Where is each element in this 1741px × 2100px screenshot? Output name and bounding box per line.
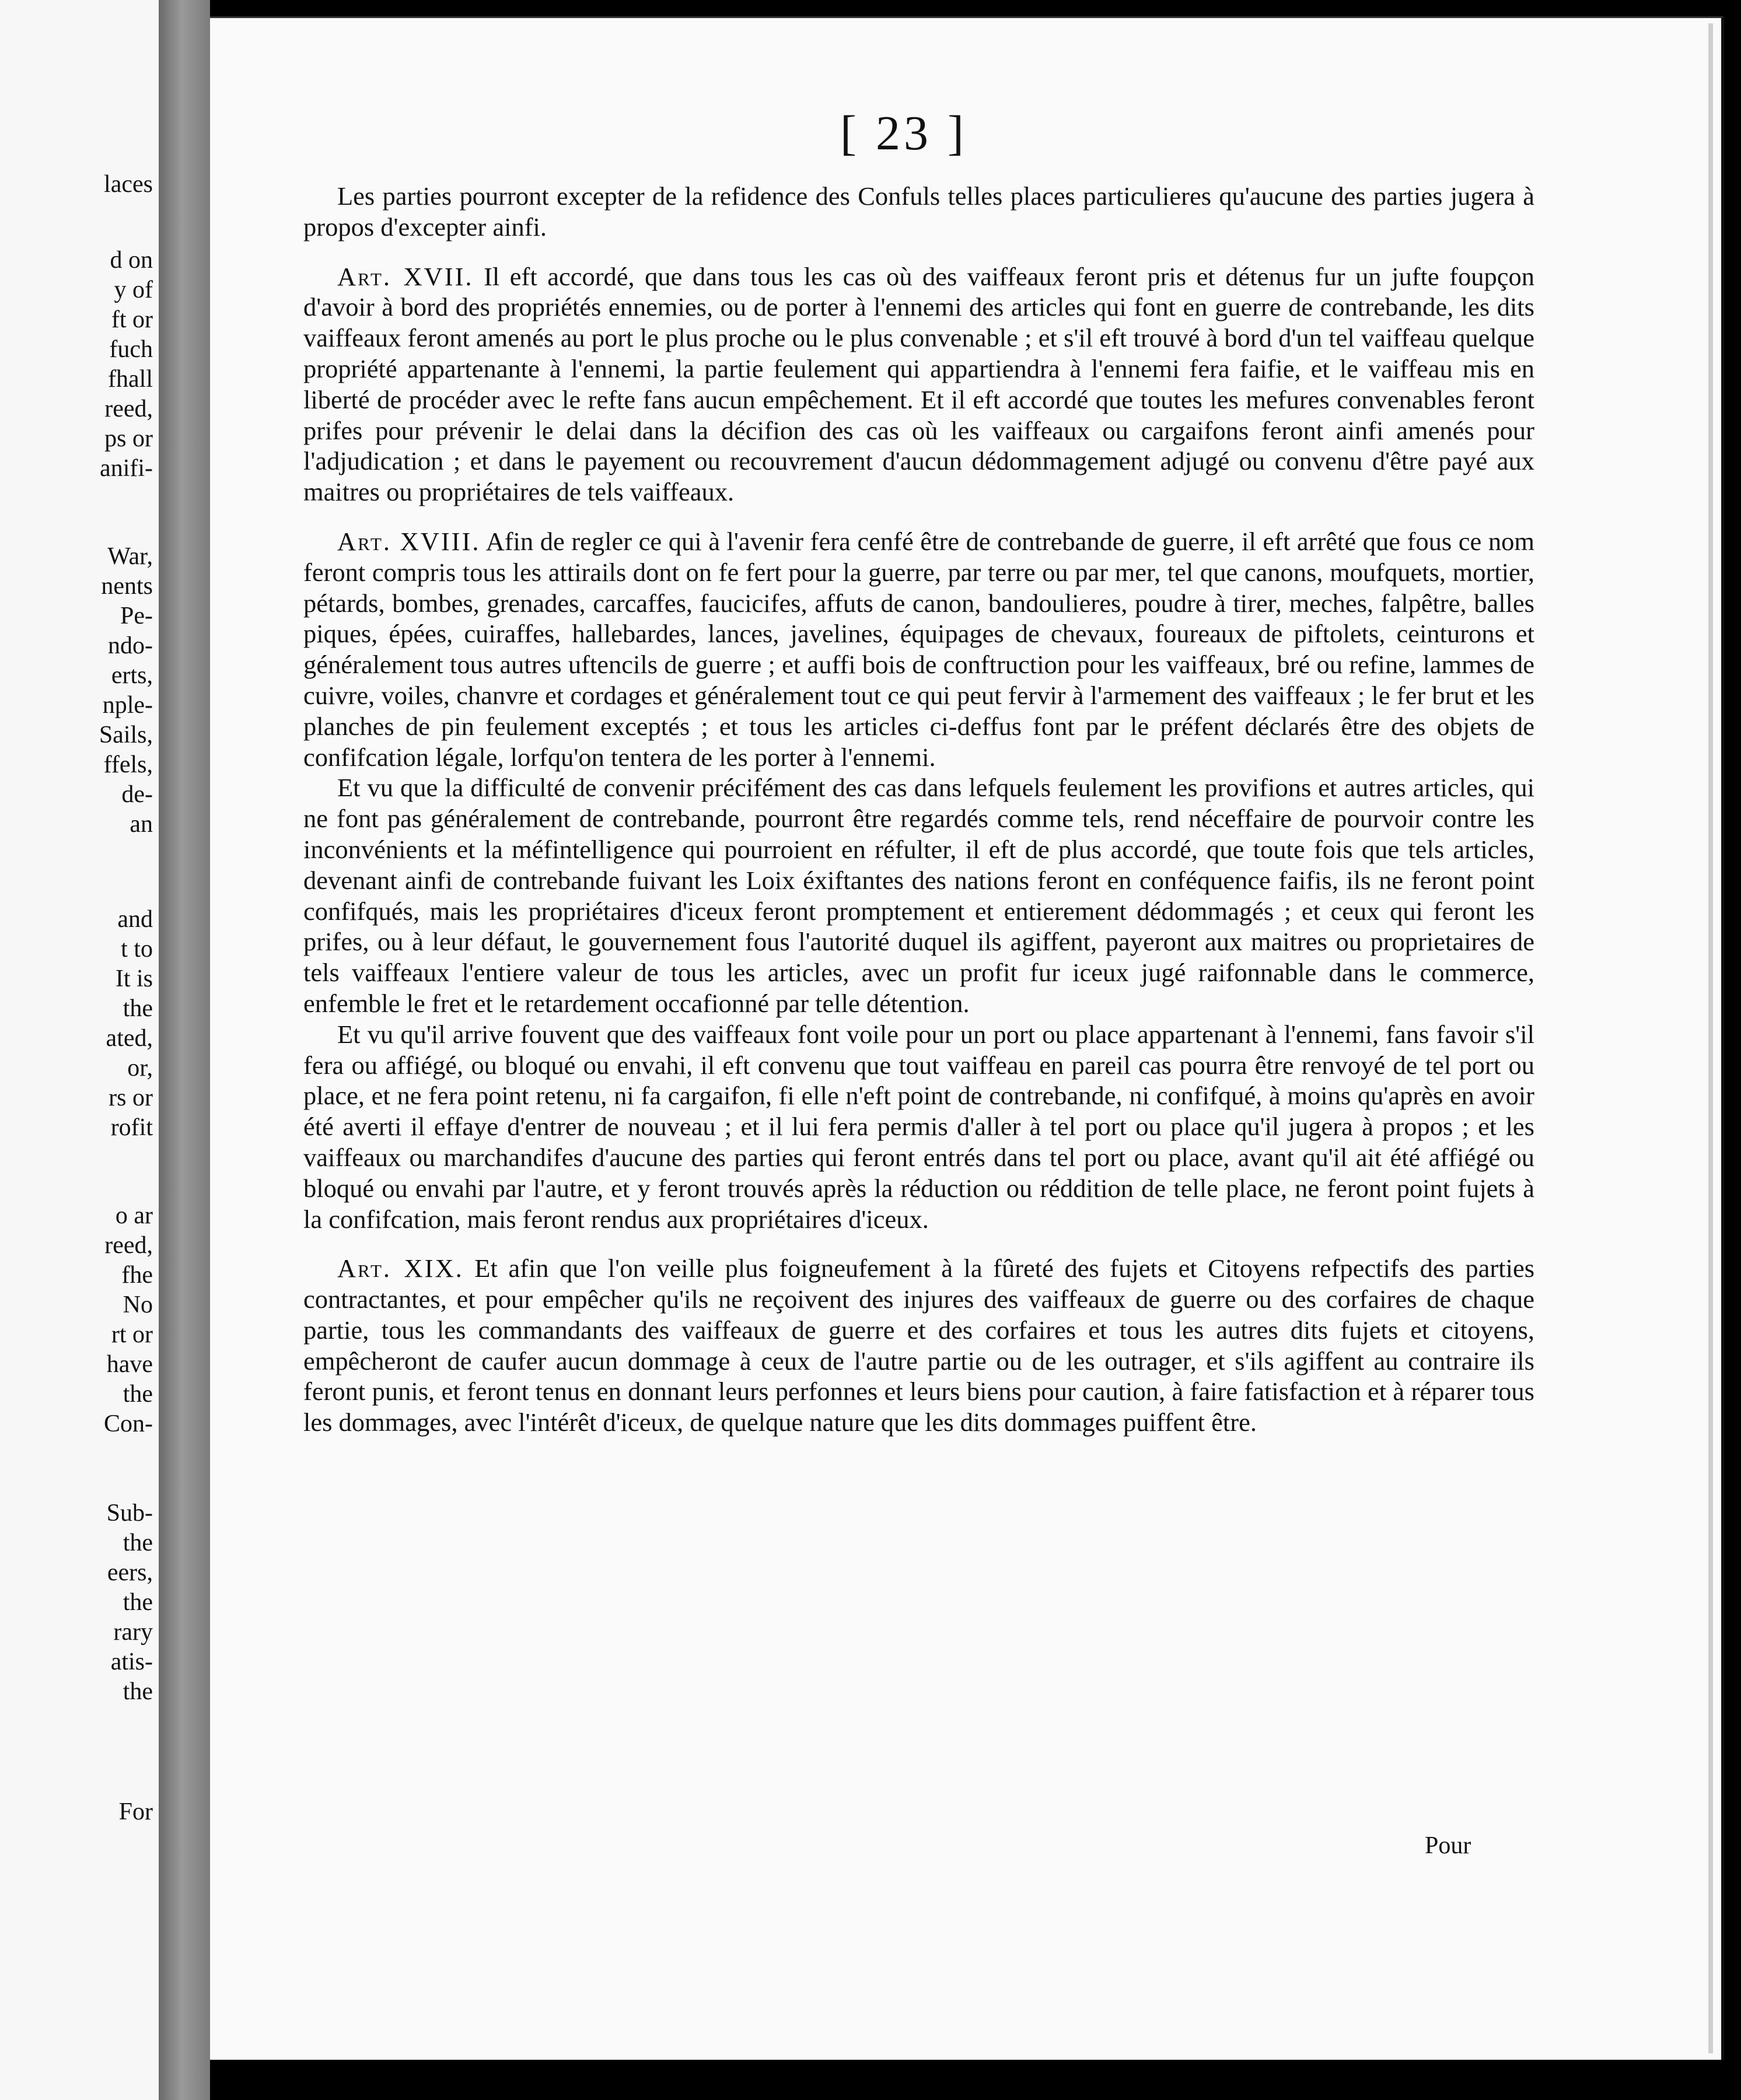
facing-page-line: have — [106, 1351, 153, 1378]
facing-page-line: fuch — [109, 336, 153, 363]
facing-page-line: de- — [121, 781, 153, 808]
facing-page-line: the — [123, 1530, 153, 1556]
facing-page-line: nents — [101, 573, 153, 600]
article-19 — [303, 1253, 1534, 1438]
facing-page-line: ndo- — [108, 632, 153, 659]
facing-page-line: rary — [113, 1619, 153, 1646]
facing-page-line: and — [117, 906, 153, 933]
facing-page-line: an — [130, 811, 153, 838]
facing-page-line: rt or — [111, 1321, 153, 1348]
book-gutter — [159, 0, 210, 2100]
facing-page-line: fhall — [108, 366, 153, 393]
facing-page-line: rs or — [109, 1084, 153, 1111]
facing-page-line: reed, — [104, 1232, 153, 1259]
facing-page-line: No — [123, 1292, 153, 1318]
facing-page-line: the — [123, 1589, 153, 1616]
facing-page-line: reed, — [104, 396, 153, 422]
facing-page-line: ps or — [104, 425, 153, 452]
article-18 — [303, 526, 1534, 772]
catchword: Pour — [1425, 1832, 1471, 1859]
facing-page-line: eers, — [107, 1559, 153, 1586]
article-19-text: Et afin que l'on veille plus foigneufement à la fûreté des fujets et Citoyens refpectifs des parties contractantes, et pour empêcher qu'ils ne reçoivent des injures des vaiffeaux de guerre ou des corfaires de chaque partie, tous les commandants des vaiffeaux de guerre et des corfaires et tous les autres dits fujets et citoyens, empêcheront de caufer aucun dommage à ceux de l'autre partie ou de les outrager, et s'ils agiffent au contraire ils feront punis, et feront tenus en donnant leurs perfonnes et leurs biens pour caution, à faire fatisfaction et à réparer tous les dommages, avec l'intérêt d'iceux, de quelque nature que les dits dommages puiffent être. — [303, 1254, 1535, 1437]
facing-page-line: nple- — [102, 692, 153, 719]
facing-page-line: atis- — [110, 1648, 153, 1675]
facing-page-line: rofit — [110, 1114, 153, 1141]
facing-page-line: Con- — [104, 1410, 153, 1437]
facing-page-line: ffels, — [103, 751, 153, 778]
facing-page-line: Sub- — [106, 1500, 153, 1527]
article-18-label: Art. XVIII. — [337, 526, 481, 556]
facing-page-line: ated, — [106, 1025, 153, 1052]
facing-page-line: ft or — [111, 306, 153, 333]
page-edge — [1708, 23, 1713, 2053]
facing-page-line: o ar — [115, 1202, 153, 1229]
facing-page-line: Sails, — [99, 722, 153, 748]
article-18-paragraph-2: Et vu que la difficulté de convenir précifément des cas dans lefquels feulement les provifions et autres articles, qui ne font pas généralement de contrebande, pourront être regardés comme tels, rend néceffaire de pourvoir contre les inconvénients et la méfintelligence qui pourroient en réfulter, il eft de plus accordé, que toute fois que tels articles, devenant ainfi de contrebande fuivant les Loix éxiftantes des nations feront en conféquence faifis, ils ne feront point confifqués, mais les propriétaires d'iceux feront promptement et entierement dédommagés ; et ceux qui feront les prifes, ou à leur défaut, le gouvernement fous l'autorité duquel ils agiffent, payeront aux maitres ou proprietaires de tels vaiffeaux l'entiere valeur de tous les articles, avec un profit fur iceux jugé raifonnable dans le commerce, enfemble le fret et le retardement occafionné par telle détention. — [303, 773, 1534, 1018]
facing-page-line: fhe — [121, 1262, 153, 1289]
article-19-label: Art. XIX. — [337, 1254, 464, 1283]
facing-page-line: the — [123, 995, 153, 1022]
facing-page-line: t to — [121, 936, 153, 963]
article-18-text: Afin de regler ce qui à l'avenir fera cenfé être de contrebande de guerre, il eft arrêté que fous ce nom feront compris tous les attirails dont on fe fert pour la guerre, par terre ou par mer, tel que canons, moufquets, mortier, pétards, bombes, grenades, carcaffes, faucicifes, affuts de canon, bandoulieres, poudre à tirer, meches, falpêtre, balles piques, épées, cuiraffes, hallebardes, lances, javelines, équipages de chevaux, foureaux de piftolets, ceinturons et généralement tous autres uftencils de guerre ; et auffi bois de conftruction pour les vaiffeaux, bré ou refine, lammes de cuivre, voiles, chanvre et cordages et généralement tout ce qui peut fervir à l'armement des vaiffeaux ; le fer brut et les planches de pin feulement exceptés ; et tous les articles ci-deffus font par le préfent déclarés être des objets de confifcation légale, lorfqu'on tentera de les porter à l'ennemi. — [303, 526, 1535, 772]
facing-page-line: erts, — [111, 662, 153, 689]
facing-page-line: For — [118, 1798, 153, 1825]
facing-page-line: d on — [110, 247, 153, 274]
article-17-text: Il eft accordé, que dans tous les cas où des vaiffeaux feront pris et détenus fur un jufte foupçon d'avoir à bord des propriétés ennemies, ou de porter à l'ennemi des articles qui font en guerre de contrebande, les dits vaiffeaux feront amenés au port le plus proche ou le plus convenable ; et s'il eft trouvé à bord d'un tel vaiffeau quelque propriété appartenante à l'ennemi, la partie feulement qui appartiendra à l'ennemi fera faifie, et le vaiffeau mis en liberté de procéder avec le refte fans aucun empêchement. Et il eft accordé que toutes les mefures convenables feront prifes pour prévenir le delai dans la décifion des cas où les vaiffeaux ou cargaifons feront ainfi amenés pour l'adjudication ; et dans le payement ou recouvrement d'aucun dédommagement adjugé ou convenu d'être payé aux maitres ou propriétaires de tels vaiffeaux. — [303, 261, 1534, 507]
page-number: [ 23 ] — [840, 106, 967, 160]
facing-page-line: or, — [127, 1055, 153, 1082]
intro-paragraph: Les parties pourront excepter de la refidence des Confuls telles places particulieres qu'aucune des parties jugera à propos d'excepter ainfi. — [303, 181, 1534, 242]
facing-page-line: It is — [115, 965, 153, 992]
facing-page-line: Pe- — [120, 603, 153, 629]
facing-page-line: War, — [107, 543, 153, 570]
facing-page-line: the — [123, 1678, 153, 1705]
article-17-label: Art. XVII. — [337, 261, 474, 291]
facing-page-line: laces — [104, 171, 153, 198]
facing-page-fragment — [0, 0, 160, 2100]
facing-page-line: anifi- — [100, 455, 153, 482]
article-18-paragraph-3: Et vu qu'il arrive fouvent que des vaiffeaux font voile pour un port ou place appartenant à l'ennemi, fans favoir s'il fera ou affiégé, ou bloqué ou envahi, il eft convenu que tout vaiffeau en pareil cas pourra être renvoyé de tel port ou place, et ne fera point retenu, ni fa cargaifon, fi elle n'eft point de contrebande, ni confifqué, à moins qu'après en avoir été averti il effaye d'entrer de nouveau ; et il lui fera permis d'aller à tel port ou place qu'il jugera à propos ; et les vaiffeaux ou marchandifes d'aucune des parties qui feront entrés dans tel port ou place, avant qu'il ait été affiégé ou bloqué ou envahi par l'autre, et y feront trouvés après la réduction ou réddition de telle place, ne feront point fujets à la confifcation, mais feront rendus aux propriétaires d'iceux. — [303, 1019, 1534, 1234]
facing-page-line: the — [123, 1381, 153, 1408]
facing-page-line: y of — [114, 276, 153, 303]
article-17 — [303, 261, 1534, 508]
treaty-text — [303, 181, 1534, 1438]
